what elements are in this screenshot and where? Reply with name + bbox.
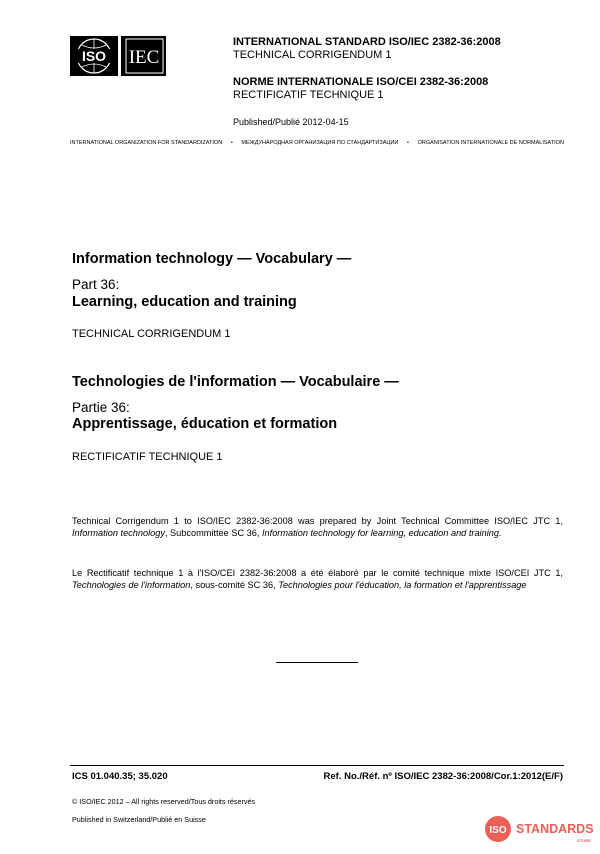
organizations-line [70,139,564,147]
paragraph-en [72,515,563,540]
footer-rule [70,765,564,766]
part-en: Part 36: [72,277,120,292]
paragraph-fr-italic-2: Technologies pour l'éducation, la formation et l'apprentissage [278,580,527,591]
org-en: INTERNATIONAL ORGANIZATION FOR STANDARDIZATION [70,140,223,146]
paragraph-fr-text-2: , sous-comité SC 36, [190,580,279,591]
header-en-corrigendum: TECHNICAL CORRIGENDUM 1 [233,49,392,61]
footer-ics: ICS 01.040.35; 35.020 [72,771,168,782]
paragraph-fr [72,567,563,592]
corrigendum-fr: RECTIFICATIF TECHNIQUE 1 [72,451,223,463]
org-fr: ORGANISATION INTERNATIONALE DE NORMALISATION [417,140,564,146]
footer-copyright: © ISO/IEC 2012 – All rights reserved/Tous droits réservés [72,797,256,806]
store-standards-text: STANDARDS [516,822,594,836]
section-divider [276,662,358,663]
header-published-date: Published/Publié 2012-04-15 [233,117,349,127]
subtitle-en: Learning, education and training [72,294,297,310]
paragraph-en-text-1: Technical Corrigendum 1 to ISO/IEC 2382-36:2008 was prepared by Joint Technical Committee ISO/IEC JTC 1, [72,516,563,526]
corrigendum-en: TECHNICAL CORRIGENDUM 1 [72,328,231,340]
title-en: Information technology — Vocabulary — [72,251,352,267]
footer-ics-ref-line [72,771,563,782]
part-fr: Partie 36: [72,400,130,415]
paragraph-fr-italic-1: Technologies de l'information [72,580,191,591]
footer-printed: Published in Switzerland/Publié en Suisse [72,815,206,824]
org-separator-2: • [406,140,409,146]
store-logo-graphic [484,815,600,849]
footer-reference-number: Ref. No./Réf. nº ISO/IEC 2382-36:2008/Cor.1:2012(E/F) [323,771,563,782]
title-fr: Technologies de l'information — Vocabulaire — [72,374,399,390]
paragraph-en-italic-1: Information technology [72,528,165,539]
paragraph-en-text-2: , Subcommittee SC 36, [164,528,262,539]
iso-iec-logo [70,36,166,76]
subtitle-fr: Apprentissage, éducation et formation [72,416,338,432]
store-iso-text: ISO [489,825,507,836]
org-ru: МЕЖДУНАРОДНАЯ ОРГАНИЗАЦИЯ ПО СТАНДАРТИЗАЦИИ [241,140,399,146]
header-fr-standard: NORME INTERNATIONALE ISO/CEI 2382-36:2008 [233,76,489,88]
logo-iec-text: IEC [128,47,160,68]
iso-iec-logo-graphic [70,36,166,76]
iso-standards-store-watermark [484,815,600,849]
paragraph-en-italic-2: Information technology for learning, education and training. [261,528,502,539]
header-en-standard: INTERNATIONAL STANDARD ISO/IEC 2382-36:2008 [233,36,501,48]
header-fr-corrigendum: RECTIFICATIF TECHNIQUE 1 [233,89,384,101]
store-store-text: STORE [577,838,591,843]
logo-iso-text: ISO [81,48,107,64]
paragraph-fr-text-1: Le Rectificatif technique 1 à l'ISO/CEI 2382-36:2008 a été élaboré par le comité technique mixte ISO/CEI JTC 1, [72,568,563,578]
org-separator-1: • [230,140,233,146]
